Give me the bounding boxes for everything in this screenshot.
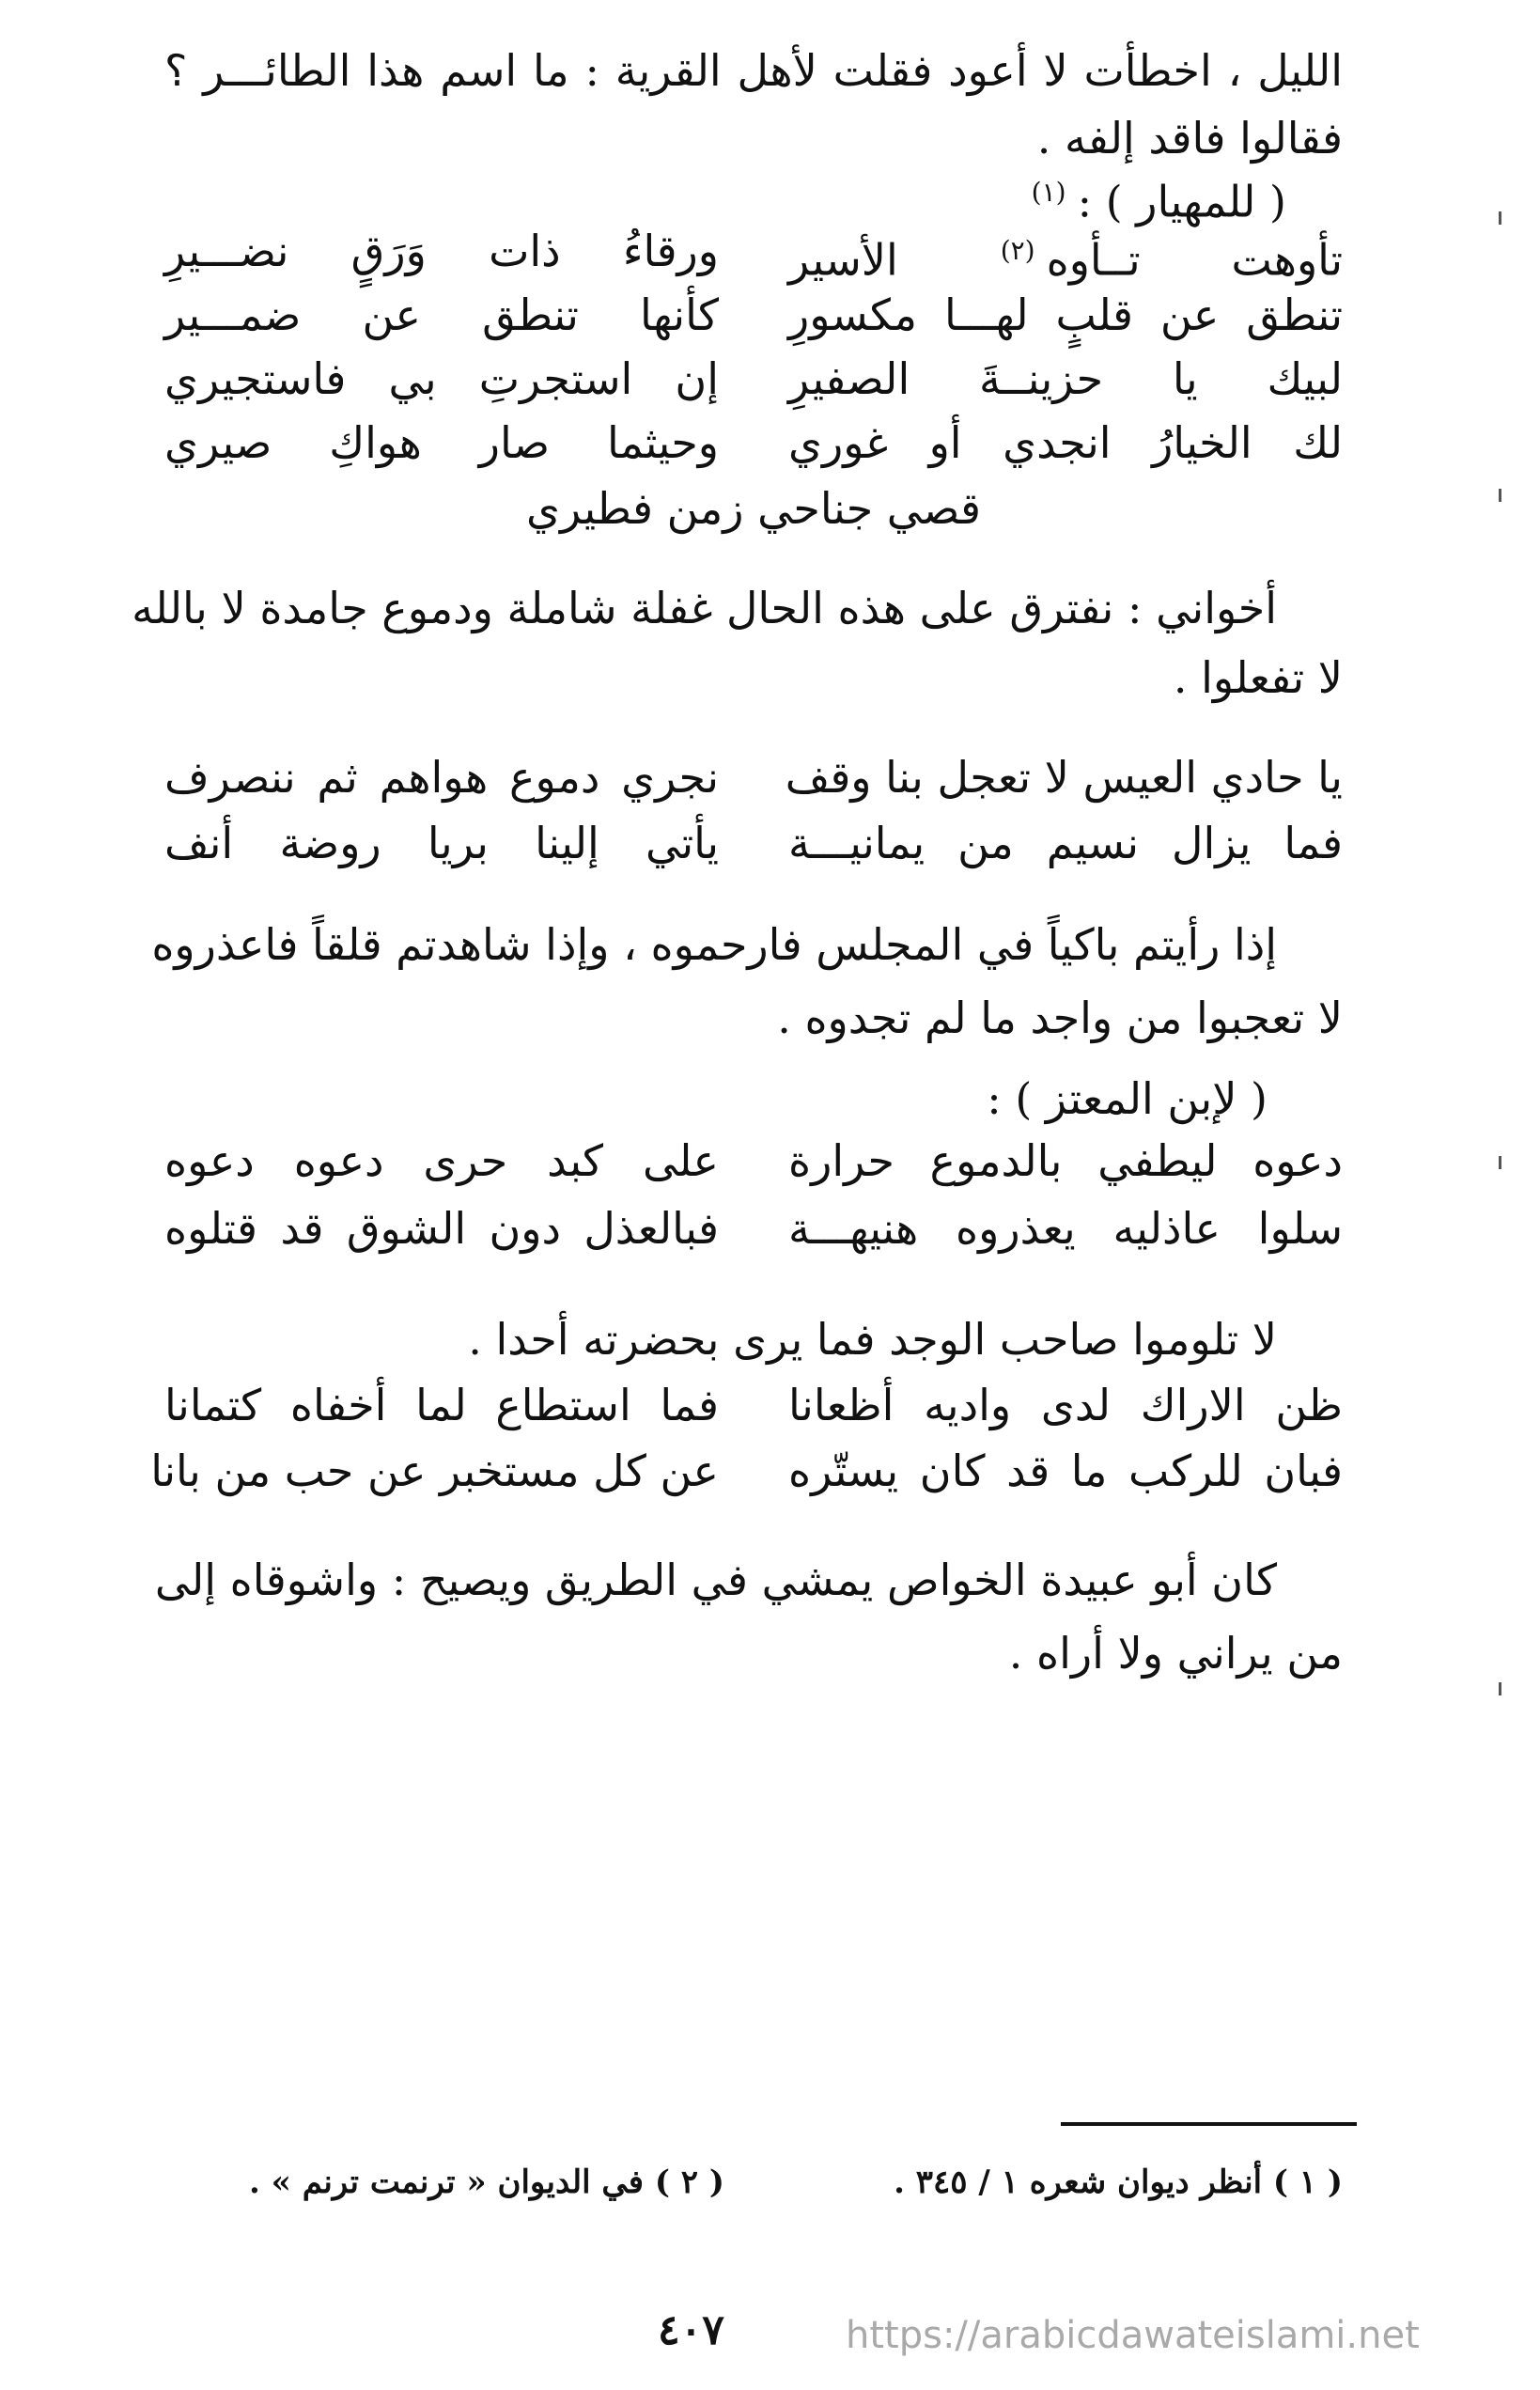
- prose-line-8: كان أبو عبيدة الخواص يمشي في الطريق ويصيح : واشوقاه إلى: [154, 1554, 1277, 1605]
- scan-mark: [1499, 489, 1501, 502]
- verse-line: [164, 744, 1343, 810]
- verse-hemistich-2: عن كل مستخبر عن حب من بانا: [150, 1445, 719, 1496]
- scan-mark: [1499, 1156, 1501, 1169]
- verse-hemistich-1: تنطق عن قلبٍ لهـــا مكسورِ: [788, 289, 1343, 340]
- verse-hemistich-1: تأوهت تــأوه$^{(٢)}$ الأسير: [788, 234, 1344, 286]
- poet-heading-ibn-almutazz: ( لإبن المعتز ) :: [987, 1073, 1268, 1124]
- verse-line: [164, 282, 1343, 348]
- verse-hemistich-2: على كبد حرى دعوه دعوه: [164, 1135, 719, 1186]
- page-number: ٤٠٧: [658, 2306, 724, 2354]
- footnote-marker-2: (٢): [1000, 235, 1035, 266]
- verse-line: [164, 810, 1343, 876]
- prose-line-4: لا تفعلوا .: [1173, 652, 1343, 703]
- verse-hemistich-2: وحيثما صار هواكِ صيري: [164, 417, 719, 468]
- verse-hemistich-1: دعوه ليطفي بالدموع حرارة: [788, 1135, 1343, 1186]
- verse-line: [164, 1372, 1343, 1438]
- verse-hemistich-2: إن استجرتِ بي فاستجيري: [164, 353, 719, 404]
- poet-heading-text: ( للمهيار ) :: [1077, 176, 1286, 227]
- verse-hemistich-1: فما يزال نسيم من يمانيـــة: [788, 818, 1343, 868]
- scan-mark: [1499, 211, 1501, 225]
- footnote-2: ( ٢ ) في الديوان « ترنمت ترنم » .: [248, 2163, 724, 2201]
- prose-line-9: من يراني ولا أراه .: [1008, 1628, 1343, 1679]
- prose-line-7: لا تلوموا صاحب الوجد فما يرى بحضرته أحدا .: [468, 1314, 1277, 1365]
- prose-line-3: أخواني : نفترق على هذه الحال غفلة شاملة ودموع جامدة لا بالله: [132, 583, 1277, 633]
- verse-hemistich-2: فما استطاع لما أخفاه كتمانا: [164, 1380, 719, 1430]
- verse-hemistich-1: فبان للركب ما قد كان يستّره: [788, 1445, 1343, 1496]
- verse-hemistich-1: ظن الاراك لدى واديه أظعانا: [788, 1380, 1343, 1430]
- footnote-separator: [1061, 2122, 1357, 2126]
- scan-mark: [1499, 1682, 1501, 1695]
- verse-single-line: قصي جناحي زمن فطيري: [525, 483, 982, 534]
- verse-hemistich-1: لك الخيارُ انجدي أو غوري: [788, 417, 1343, 468]
- verse-hemistich-2: كأنها تنطق عن ضمـــير: [164, 289, 719, 340]
- verse-hemistich-2: نجري دموع هواهم ثم ننصرف: [164, 752, 719, 803]
- verse-line: [164, 346, 1343, 412]
- verse-line: [164, 218, 1343, 284]
- verse-hemistich-1: يا حادي العيس لا تعجل بنا وقف: [785, 752, 1343, 803]
- verse-hemistich-1: لبيك يا حزينــةَ الصفيرِ: [788, 353, 1343, 404]
- verse-hemistich-1: سلوا عاذليه يعذروه هنيهـــة: [788, 1203, 1343, 1254]
- verse-hemistich-2: فبالعذل دون الشوق قد قتلوه: [164, 1203, 719, 1254]
- verse-hemistich-2: يأتي إلينا بريا روضة أنف: [164, 818, 719, 868]
- prose-line-5: إذا رأيتم باكياً في المجلس فارحموه ، وإذا شاهدتم قلقاً فاعذروه: [151, 919, 1277, 970]
- watermark-url: https://arabicdawateislami.net: [846, 2314, 1420, 2357]
- prose-line-1: الليل ، اخطأت لا أعود فقلت لأهل القرية : ما اسم هذا الطائـــر ؟: [164, 45, 1343, 96]
- prose-line-2: فقالوا فاقد إلفه .: [1036, 113, 1343, 164]
- verse-hemistich-2: ورقاءُ ذات وَرَقٍ نضـــيرِ: [164, 226, 719, 276]
- verse-line: [164, 410, 1343, 476]
- verse-line: [150, 1438, 1343, 1504]
- footnote-marker-1: (١): [1031, 177, 1066, 208]
- footnote-1: ( ١ ) أنظر ديوان شعره ١ / ٣٤٥ .: [894, 2163, 1343, 2201]
- verse-line: [164, 1128, 1343, 1194]
- prose-line-6: لا تعجبوا من واجد ما لم تجدوه .: [777, 992, 1343, 1043]
- verse-line: [164, 1195, 1343, 1261]
